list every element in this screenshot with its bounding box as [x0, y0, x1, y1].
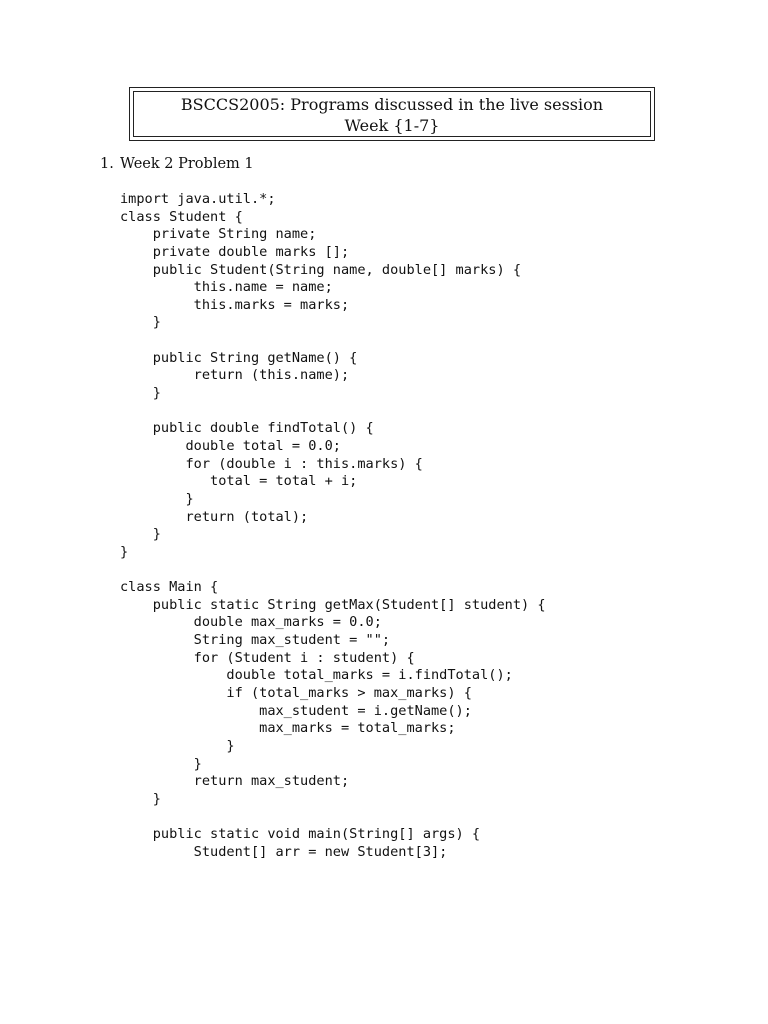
- document-subtitle: Week {1-7}: [344, 116, 440, 135]
- code-line: double total = 0.0;: [120, 437, 341, 454]
- code-line: this.name = name;: [120, 279, 333, 296]
- code-line: }: [120, 314, 161, 331]
- code-line: private String name;: [120, 226, 317, 243]
- section-number: 1.: [100, 156, 114, 172]
- code-line: }: [120, 490, 194, 507]
- code-line: public double findTotal() {: [120, 420, 374, 437]
- code-line: private double marks [];: [120, 243, 350, 260]
- code-line: return (this.name);: [120, 367, 350, 384]
- code-line: [120, 808, 546, 826]
- code-line: public String getName() {: [120, 349, 358, 366]
- section-heading: [100, 154, 254, 174]
- code-line: }: [120, 543, 129, 560]
- code-line: [120, 403, 546, 421]
- code-line: total = total + i;: [120, 473, 358, 490]
- code-line: public static void main(String[] args) {: [120, 826, 481, 843]
- code-line: double max_marks = 0.0;: [120, 614, 382, 631]
- code-line: }: [120, 755, 202, 772]
- code-line: String max_student = "";: [120, 632, 391, 649]
- code-line: max_marks = total_marks;: [120, 720, 456, 737]
- code-line: this.marks = marks;: [120, 296, 350, 313]
- code-line: max_student = i.getName();: [120, 702, 472, 719]
- code-line: public static String getMax(Student[] student) {: [120, 596, 546, 613]
- title-box: [129, 87, 655, 141]
- code-line: return (total);: [120, 508, 309, 525]
- code-line: for (Student i : student) {: [120, 649, 415, 666]
- code-line: [120, 332, 546, 350]
- code-line: }: [120, 737, 235, 754]
- code-line: [120, 561, 546, 579]
- code-line: for (double i : this.marks) {: [120, 455, 423, 472]
- code-line: import java.util.*;: [120, 191, 276, 207]
- code-line: Student[] arr = new Student[3];: [120, 843, 448, 860]
- document-title: BSCCS2005: Programs discussed in the live session: [180, 95, 604, 114]
- code-line: return max_student;: [120, 773, 350, 790]
- section-heading-text: Week 2 Problem 1: [120, 156, 254, 172]
- code-line: }: [120, 526, 161, 543]
- code-line: class Student {: [120, 208, 243, 225]
- code-line: }: [120, 790, 161, 807]
- code-line: double total_marks = i.findTotal();: [120, 667, 513, 684]
- code-line: public Student(String name, double[] marks) {: [120, 261, 522, 278]
- code-listing: [120, 191, 546, 861]
- code-line: if (total_marks > max_marks) {: [120, 684, 472, 701]
- title-box-inner-border: [133, 91, 651, 137]
- code-line: }: [120, 385, 161, 402]
- code-line: class Main {: [120, 579, 219, 596]
